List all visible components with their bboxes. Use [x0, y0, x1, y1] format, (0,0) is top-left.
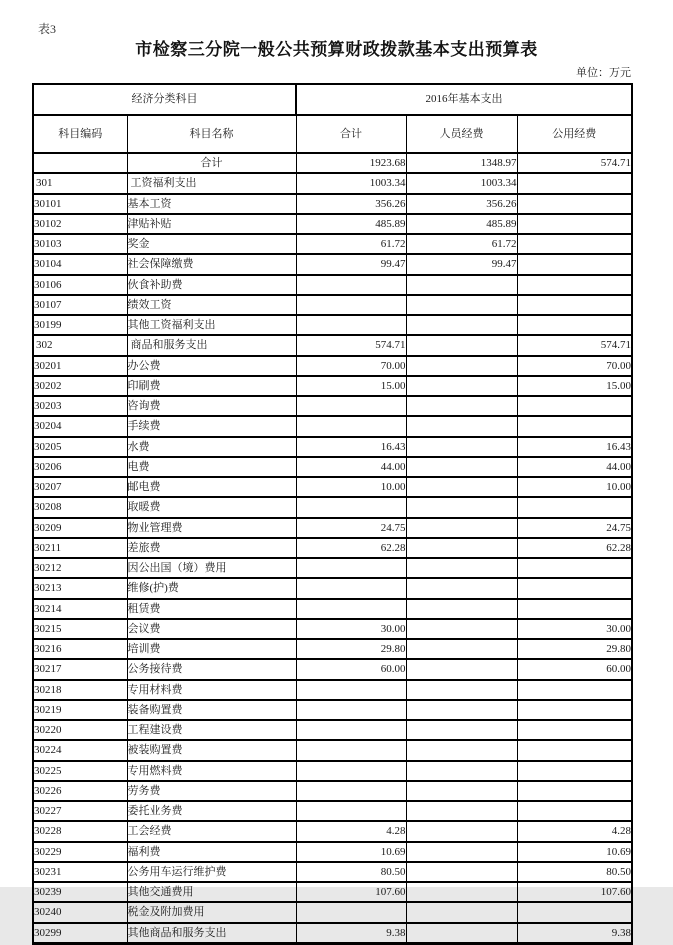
cell-total: 15.00: [296, 376, 406, 396]
cell-public: 4.28: [517, 821, 632, 841]
cell-code: 30107: [33, 295, 127, 315]
cell-public: [517, 295, 632, 315]
table-row: [33, 558, 632, 578]
cell-total: [296, 902, 406, 922]
cell-name: 公务用车运行维护费: [127, 862, 296, 882]
cell-total: 9.38: [296, 923, 406, 944]
cell-personnel: [406, 416, 517, 436]
cell-personnel: 61.72: [406, 234, 517, 254]
cell-name: 其他商品和服务支出: [127, 923, 296, 944]
sheet-tag: 表3: [38, 22, 57, 36]
cell-personnel: [406, 275, 517, 295]
cell-name: 劳务费: [127, 781, 296, 801]
cell-personnel: [406, 700, 517, 720]
cell-name: 租赁费: [127, 599, 296, 619]
cell-code: 30208: [33, 497, 127, 517]
cell-name: 维修(护)费: [127, 578, 296, 598]
cell-personnel: [406, 295, 517, 315]
cell-total: 60.00: [296, 659, 406, 679]
cell-code: 30199: [33, 315, 127, 335]
cell-personnel: [406, 558, 517, 578]
table-row: [33, 720, 632, 740]
cell-name: 其他工资福利支出: [127, 315, 296, 335]
cell-name: 差旅费: [127, 538, 296, 558]
table-row: [33, 862, 632, 882]
col-header-subject-name: 科目名称: [127, 115, 296, 153]
header-group-row: [33, 84, 632, 115]
table-row: [33, 599, 632, 619]
cell-code: 30228: [33, 821, 127, 841]
cell-personnel: [406, 740, 517, 760]
cell-total: 1003.34: [296, 173, 406, 193]
cell-public: [517, 194, 632, 214]
table-row: [33, 315, 632, 335]
cell-total: [296, 578, 406, 598]
cell-total: [296, 275, 406, 295]
cell-total: 4.28: [296, 821, 406, 841]
cell-public: [517, 173, 632, 193]
cell-public: [517, 275, 632, 295]
cell-code: 30224: [33, 740, 127, 760]
cell-personnel: [406, 599, 517, 619]
cell-total: [296, 315, 406, 335]
cell-name: 物业管理费: [127, 518, 296, 538]
cell-code: 30212: [33, 558, 127, 578]
table-row: [33, 578, 632, 598]
col-header-total: 合计: [296, 115, 406, 153]
cell-name: 工程建设费: [127, 720, 296, 740]
cell-name: 伙食补助费: [127, 275, 296, 295]
table-row: [33, 457, 632, 477]
col-header-subject-code: 科目编码: [33, 115, 127, 153]
cell-code: 30299: [33, 923, 127, 944]
cell-public: [517, 781, 632, 801]
cell-code: 30215: [33, 619, 127, 639]
table-row: [33, 680, 632, 700]
cell-public: 10.69: [517, 842, 632, 862]
cell-total: 99.47: [296, 254, 406, 274]
cell-name: 公务接待费: [127, 659, 296, 679]
cell-total: [296, 700, 406, 720]
table-row: [33, 761, 632, 781]
table-row: [33, 538, 632, 558]
cell-name: 因公出国（境）费用: [127, 558, 296, 578]
cell-name: 委托业务费: [127, 801, 296, 821]
cell-code: 30226: [33, 781, 127, 801]
cell-total: 30.00: [296, 619, 406, 639]
header-columns-row: [33, 115, 632, 153]
cell-name: 印刷费: [127, 376, 296, 396]
unit-label: 单位：万元: [576, 67, 631, 79]
table-header: [33, 84, 632, 153]
col-header-personnel-funds: 人员经费: [406, 115, 517, 153]
cell-total: 574.71: [296, 335, 406, 355]
cell-public: 24.75: [517, 518, 632, 538]
cell-public: 70.00: [517, 356, 632, 376]
table-row: [33, 437, 632, 457]
col-header-public-funds: 公用经费: [517, 115, 632, 153]
table-row: [33, 882, 632, 902]
cell-total: [296, 680, 406, 700]
cell-personnel: 99.47: [406, 254, 517, 274]
cell-personnel: [406, 315, 517, 335]
cell-total: 16.43: [296, 437, 406, 457]
budget-table: [32, 83, 633, 945]
cell-personnel: [406, 923, 517, 944]
cell-code: 30220: [33, 720, 127, 740]
cell-name: 培训费: [127, 639, 296, 659]
cell-name: 社会保障缴费: [127, 254, 296, 274]
cell-public: [517, 416, 632, 436]
cell-code: 30231: [33, 862, 127, 882]
cell-personnel: 1348.97: [406, 153, 517, 173]
page-title: 市检察三分院一般公共预算财政拨款基本支出预算表: [135, 40, 538, 59]
cell-personnel: [406, 842, 517, 862]
table-row: [33, 821, 632, 841]
cell-public: 80.50: [517, 862, 632, 882]
cell-public: 574.71: [517, 153, 632, 173]
cell-total: 485.89: [296, 214, 406, 234]
cell-code: 30229: [33, 842, 127, 862]
table-row: [33, 275, 632, 295]
cell-total: 70.00: [296, 356, 406, 376]
table-row: [33, 659, 632, 679]
cell-name: 邮电费: [127, 477, 296, 497]
table-row: [33, 153, 632, 173]
cell-name: 电费: [127, 457, 296, 477]
cell-total: 80.50: [296, 862, 406, 882]
cell-public: 30.00: [517, 619, 632, 639]
cell-personnel: 485.89: [406, 214, 517, 234]
cell-name: 绩效工资: [127, 295, 296, 315]
cell-code: 30204: [33, 416, 127, 436]
cell-public: [517, 740, 632, 760]
cell-personnel: [406, 518, 517, 538]
table-row: [33, 801, 632, 821]
cell-name: 工资福利支出: [127, 173, 296, 193]
table-row: [33, 518, 632, 538]
cell-total: [296, 781, 406, 801]
table-row: [33, 781, 632, 801]
cell-code: 30216: [33, 639, 127, 659]
cell-personnel: [406, 761, 517, 781]
cell-public: 574.71: [517, 335, 632, 355]
cell-personnel: [406, 680, 517, 700]
cell-code: 30202: [33, 376, 127, 396]
cell-personnel: [406, 477, 517, 497]
cell-total: [296, 497, 406, 517]
cell-public: [517, 761, 632, 781]
cell-name: 工会经费: [127, 821, 296, 841]
cell-public: [517, 720, 632, 740]
table-row: [33, 295, 632, 315]
table-row: [33, 214, 632, 234]
cell-public: [517, 599, 632, 619]
cell-public: 44.00: [517, 457, 632, 477]
cell-total: 61.72: [296, 234, 406, 254]
cell-name: 津贴补贴: [127, 214, 296, 234]
cell-personnel: [406, 538, 517, 558]
cell-code: 302: [33, 335, 127, 355]
cell-code: 30213: [33, 578, 127, 598]
table-row: [33, 335, 632, 355]
cell-public: 10.00: [517, 477, 632, 497]
cell-public: [517, 396, 632, 416]
cell-code: 30104: [33, 254, 127, 274]
cell-total: 29.80: [296, 639, 406, 659]
cell-name: 会议费: [127, 619, 296, 639]
table-row: [33, 356, 632, 376]
cell-total: 24.75: [296, 518, 406, 538]
cell-personnel: [406, 356, 517, 376]
cell-code: 30106: [33, 275, 127, 295]
table-row: [33, 923, 632, 944]
cell-public: 9.38: [517, 923, 632, 944]
cell-total: 10.00: [296, 477, 406, 497]
cell-personnel: 356.26: [406, 194, 517, 214]
cell-name: 其他交通费用: [127, 882, 296, 902]
cell-code: 30239: [33, 882, 127, 902]
cell-total: [296, 396, 406, 416]
cell-code: 30240: [33, 902, 127, 922]
table-row: [33, 902, 632, 922]
cell-name: 基本工资: [127, 194, 296, 214]
table-row: [33, 173, 632, 193]
cell-public: [517, 497, 632, 517]
cell-name: 合计: [127, 153, 296, 173]
cell-total: [296, 720, 406, 740]
table-row: [33, 376, 632, 396]
cell-code: 30219: [33, 700, 127, 720]
cell-total: [296, 740, 406, 760]
cell-code: 30227: [33, 801, 127, 821]
cell-total: [296, 295, 406, 315]
cell-name: 商品和服务支出: [127, 335, 296, 355]
cell-personnel: [406, 396, 517, 416]
cell-total: 1923.68: [296, 153, 406, 173]
cell-total: 356.26: [296, 194, 406, 214]
cell-name: 被装购置费: [127, 740, 296, 760]
table-row: [33, 842, 632, 862]
table-row: [33, 497, 632, 517]
cell-personnel: [406, 457, 517, 477]
cell-code: 301: [33, 173, 127, 193]
cell-name: 专用燃料费: [127, 761, 296, 781]
cell-public: [517, 700, 632, 720]
cell-personnel: [406, 639, 517, 659]
cell-public: [517, 902, 632, 922]
table-row: [33, 396, 632, 416]
cell-public: [517, 214, 632, 234]
table-row: [33, 619, 632, 639]
cell-total: [296, 416, 406, 436]
table-row: [33, 194, 632, 214]
cell-code: 30201: [33, 356, 127, 376]
table-row: [33, 477, 632, 497]
cell-name: 办公费: [127, 356, 296, 376]
cell-public: [517, 558, 632, 578]
cell-name: 专用材料费: [127, 680, 296, 700]
cell-personnel: [406, 781, 517, 801]
cell-name: 奖金: [127, 234, 296, 254]
cell-personnel: [406, 720, 517, 740]
cell-name: 装备购置费: [127, 700, 296, 720]
table-row: [33, 700, 632, 720]
cell-public: 16.43: [517, 437, 632, 457]
cell-public: 29.80: [517, 639, 632, 659]
cell-public: [517, 315, 632, 335]
cell-personnel: [406, 376, 517, 396]
cell-code: 30103: [33, 234, 127, 254]
cell-public: [517, 801, 632, 821]
cell-public: 62.28: [517, 538, 632, 558]
cell-code: 30217: [33, 659, 127, 679]
table-row: [33, 740, 632, 760]
table-row: [33, 234, 632, 254]
cell-public: [517, 254, 632, 274]
cell-code: 30209: [33, 518, 127, 538]
cell-code: 30218: [33, 680, 127, 700]
cell-name: 手续费: [127, 416, 296, 436]
header-economic-classification: 经济分类科目: [33, 84, 296, 115]
cell-personnel: [406, 437, 517, 457]
cell-personnel: [406, 497, 517, 517]
cell-personnel: [406, 659, 517, 679]
cell-total: [296, 599, 406, 619]
cell-code: 30206: [33, 457, 127, 477]
cell-name: 咨询费: [127, 396, 296, 416]
table-row: [33, 639, 632, 659]
cell-public: 60.00: [517, 659, 632, 679]
cell-total: 107.60: [296, 882, 406, 902]
cell-total: [296, 761, 406, 781]
cell-total: [296, 558, 406, 578]
cell-total: 10.69: [296, 842, 406, 862]
cell-code: 30101: [33, 194, 127, 214]
cell-total: [296, 801, 406, 821]
cell-code: 30203: [33, 396, 127, 416]
table-row: [33, 416, 632, 436]
cell-code: 30205: [33, 437, 127, 457]
cell-name: 水费: [127, 437, 296, 457]
cell-code: 30225: [33, 761, 127, 781]
cell-personnel: 1003.34: [406, 173, 517, 193]
cell-personnel: [406, 821, 517, 841]
cell-personnel: [406, 882, 517, 902]
cell-code: 30214: [33, 599, 127, 619]
cell-name: 福利费: [127, 842, 296, 862]
header-2016-basic-expenditure: 2016年基本支出: [296, 84, 632, 115]
cell-name: 取暖费: [127, 497, 296, 517]
cell-personnel: [406, 801, 517, 821]
cell-total: 44.00: [296, 457, 406, 477]
cell-code: 30207: [33, 477, 127, 497]
cell-personnel: [406, 902, 517, 922]
table-body: [33, 153, 632, 943]
cell-public: [517, 680, 632, 700]
cell-personnel: [406, 335, 517, 355]
cell-name: 税金及附加费用: [127, 902, 296, 922]
cell-personnel: [406, 578, 517, 598]
cell-public: 15.00: [517, 376, 632, 396]
cell-code: 30211: [33, 538, 127, 558]
cell-code: [33, 153, 127, 173]
cell-code: 30102: [33, 214, 127, 234]
cell-personnel: [406, 619, 517, 639]
cell-public: [517, 578, 632, 598]
cell-personnel: [406, 862, 517, 882]
cell-public: 107.60: [517, 882, 632, 902]
cell-public: [517, 234, 632, 254]
cell-total: 62.28: [296, 538, 406, 558]
table-row: [33, 254, 632, 274]
